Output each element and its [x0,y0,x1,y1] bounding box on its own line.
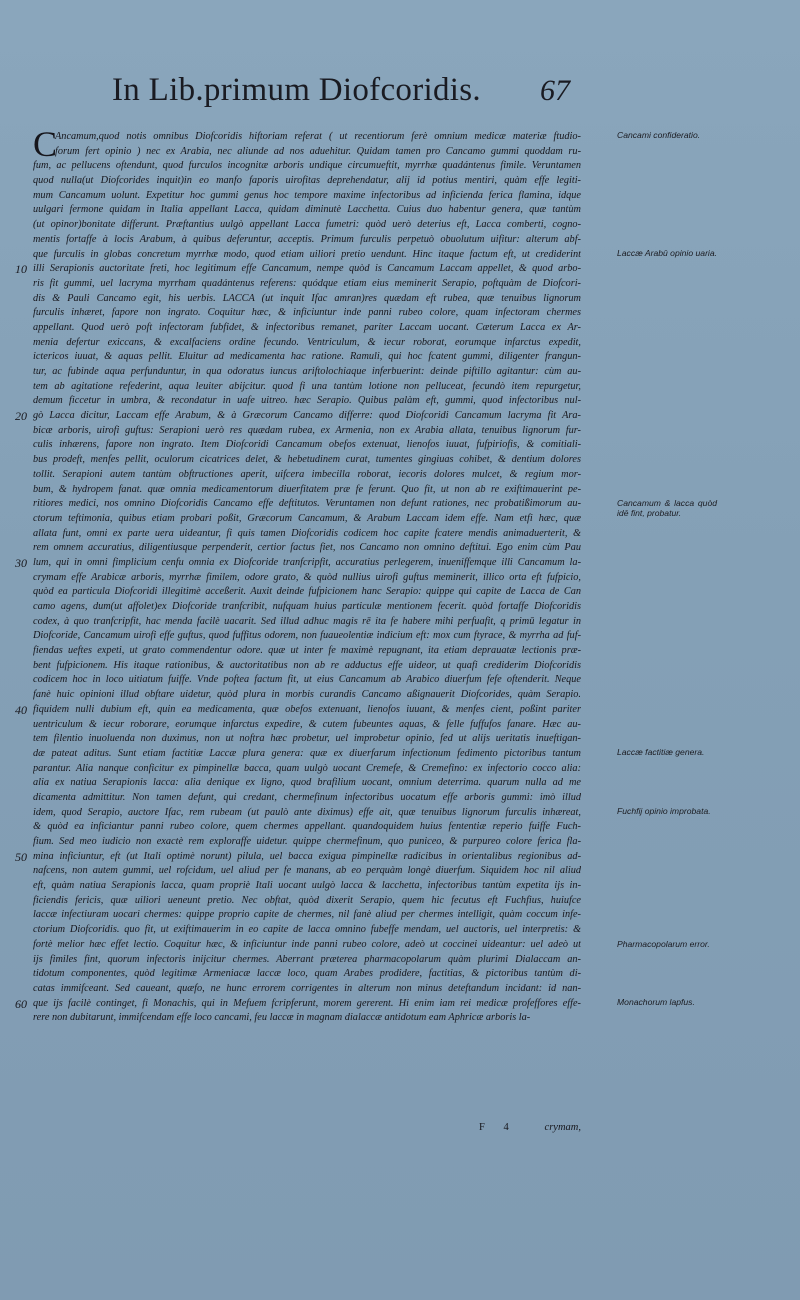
running-title: In Lib.primum Diofcoridis. [112,72,481,108]
text-line: rem omnem accuratius, diligentiusque perpenderit, certior factus fiet, nos Cancamo non omnino deftitui. Ego enim cùm Pau [33,542,581,554]
catchword: crymam, [544,1122,581,1133]
text-line: camo agens, dum(ut affolet)ex Diofcoride tranfcribit, nufquam huius particulæ mentionem fecerit. quòd fortaffe Diofcoridis [33,601,581,612]
text-line: culis inhærens, fapore non ingrato. Item Diofcoridi Cancamum obefos extenuat, lienofos iuuat, fufpiriofis, & comitiali- [33,439,581,451]
text-line: appellant. Quod uerò poft infectoram fubfidet, & infectoribus remanet, pariter Laccam uocant. Cæterum Lacca ex Ar- [33,321,581,333]
text-line: uentriculum & iecur roborare, eorumque infarctus expedire, & cutem fubeuntes aquas, & felle fuffufos fanare. Hæc au- [33,718,581,730]
text-line: que ijs facilè continget, fi Monachis, qui in Mefuem fcripferunt, morem gererent. Hi enim iam rei medicæ profeffores effe- [33,997,581,1009]
text-line: bicæ arboris, uirofi guftus: Serapioni uerò res quædam rubea, ex Armenia, non ex Arabia allata, tenuibus lignorum fur- [33,424,581,436]
line-number: 50 [15,850,27,865]
text-line: eft, quàm natiua Serapionis lacca, quam propriè Itali uocant uulgò lacca & lacchetta, infectoribus tantùm expetita ijs in- [33,880,581,892]
text-line: menia defertur exiccans, & excalfaciens ordine fecundo. Ventriculum, & iecur roborat, eorumque infarctus expedit, [33,336,581,348]
text-line: Ancamum,quod notis omnibus Diofcoridis hiftoriam referat ( ut recentiorum ferè omnium medicæ materiæ ftudio- [55,131,581,142]
running-header [112,72,582,118]
text-line: forum fert opinio ) nec ex Arabia, nec aliunde ad nos aduehitur. Quidam tamen pro Cancamo gummi quoddam ru- [55,145,581,157]
marginal-note: Monachorum lapfus. [617,997,695,1008]
text-line: quod nulla(ut Diofcorides inquit)in eo manfo faporis uirofitas deprehendatur, alij id potius mentiri, quàm effe legiti- [33,175,581,187]
text-line: bus prodeft, menfes pellit, oculorum cicatrices delet, & hebetudinem curat, tumentes gingiuas cohibet, & dentium dolores [33,454,581,466]
text-line: uulgari fermone quidam in Italia appellant Lacca, quidam diminutè Lacchetta. Cuius duo habentur genera, quæ tantùm [33,204,581,216]
line-number: 40 [15,703,27,718]
text-line: ictericos iuuat, & aquas pellit. Eluitur ad medicamenta hac ratione. Ramuli, qui hoc fcatent gummi, diligenter frangun- [33,351,581,363]
text-line: dæ pateat aditus. Sunt etiam factitiæ Laccæ plura genera: quæ ex diuerfarum infectionum fedimento pictoribus tantum [33,747,581,759]
main-text-column [15,124,718,1026]
text-line: ritiores medici, nos omnino Diofcoridis Cancamo effe deftitutos. Veruntamen non defunt rationes, nec probatißimorum au- [33,498,581,510]
text-line: tur, ac fubinde aqua perfunduntur, in qua odoratus iuncus ariftolochiaque inferbuerint: deinde piftillo agitantur: cùm au- [33,366,581,377]
text-line: ctorium Diofcoridis. quo fit, ut exiftimauerim in eo capite de lacca omnino fubeffe mendam, uel auctoris, uel interpretis: & [33,924,581,936]
text-line: tem ab agitatione refederint, aqua leuiter abijcitur. quod fi una tantùm lotione non pelluceat, fecundò item repurgetur, [33,380,581,392]
text-line: ijs fimiles fint, quorum infectoris inijcitur chermes. Aberrant præterea pharmacopolarum quàm plurimi Dialaccam an- [33,953,581,965]
text-line: fanè huic opinioni illud obftare uidetur, quòd plura in morbis curandis Cancamo aßignauerit Diofcorides, quàm Serapio. [33,689,581,701]
text-line: laccæ infectiuram uocari chermes: quippe proprio capite de chermes, nil fanè aliud per chermes intelligit, quàm coccum infe- [33,909,581,921]
text-line: illi Serapionis auctoritate freti, hoc legitimum effe Cancamum, nempe quòd is Cancamum Laccam appellet, & quod arbo- [33,263,581,275]
marginal-note: Cancami confideratio. [617,130,701,140]
text-line: codicem hoc in loco uitiatum fuiffe. Vnde poftea factum fit, ut eius Cancamum ab Arabico diuerfum fefe oftenderit. Neque [33,674,581,686]
signature-mark: F 4 [479,1122,517,1133]
text-line: bent fufpicionem. His itaque rationibus, & auctoritatibus non ab re adductus effe uideor, ut quafi crediderim Diofcoridis [33,659,581,671]
text-line: fium. Sed meo iudicio non exactè rem exploraffe uidetur. quippe chermefinum, quo puniceo, & purpureo colore ferica fla- [33,836,581,847]
text-line: demum ficcetur in umbra, & recondatur in uafe uitreo. hæc Serapio. Quibus palàm eft, gummi, quod infectoribus nul- [33,395,581,407]
text-line: idem, quod Serapio, auctore Ifac, rem rubeam (ut paulò ante diximus) effe ait, quæ tenuibus lignorum furculis inhæreat, [33,806,581,818]
page-footer [33,1122,581,1138]
text-line: ctorum teftimonia, quibus etiam probari poßit, Græcorum Cancamum, & Arabum Laccam idem effe. Nam etfi hæc, quæ [33,512,581,524]
text-line: ficiendis fericis, quæ uiliori ueneunt pretio. Nec obftat, quòd dixerit Serapio, quem hic fecutus eft Fuchfius, huiufce [33,894,581,906]
marginal-note: Pharmacopolarum error. [617,938,710,949]
text-line: fiquidem nulli dubium eft, quin ea medicamenta, quæ obefos extenuant, lienofos iuuant, & menfes cient, poßint pariter [33,703,581,715]
line-number: 30 [15,556,27,571]
text-line: alia ex natiua Serapionis lacca: alia denique ex ligno, quod brafilium uocant, omnium deterrima. quarum nulla ad me [33,777,581,789]
text-line: furculis inhæret, fapore non ingrato. Coquitur hæc, & inficiuntur inde panni rubeo colore, quam infectoram chermes [33,307,581,319]
text-line: tem filentio inuoluenda non duximus, non ut noftra hæc probetur, uel improbetur opinio, fed ut alijs ueritatis inueftigan- [33,733,581,745]
text-line: mina inficiuntur, eft (ut Itali optimè norunt) pilula, uel bacca exigua pimpinellæ radicibus in orientalibus regionibus ad- [33,850,581,862]
marginal-note: Fuchfij opinio improbata. [617,806,711,817]
text-line: fum, ac pellucens oftendunt, quod furculos incognitæ arboris undique circumueftit, myrrhæ quadántenus fimile. Veruntamen [33,160,581,172]
text-line: codex, à quo tranfcripfit, hac menda facilè uacarit. Sed illud adhuc magis rē ita fe habere mihi perfuafit, q primū legatur in [33,615,581,627]
text-line: parantur. Alia nanque conficitur ex pimpinellæ bacca, quam uulgò uocant Cremefe, & Cremefino: ex infectorio cocco alia: [33,762,581,774]
text-line: tollit. Serapioni autem tantùm obftructiones aperit, uifcera imbecilla roborat, iecoris dolores mulcet, & regium mor- [33,468,581,480]
text-line: mentis fortaffe à locis Arabum, à quibus deferuntur, acceptis. Primum furculis perpetuò obuolutum uifitur: alterum abf- [33,233,581,245]
page-number: 67 [540,74,570,107]
marginal-note: Laccæ Arabū opinio uaria. [617,247,718,258]
drop-cap-initial: C [33,124,58,164]
line-number: 60 [15,997,27,1012]
text-line: allata funt, omni ex parte uera uideantur, fi quis tamen Diofcoridis codicem hoc capite fcatere mendis animaduerterit, & [33,527,581,539]
text-line: Diofcoride, Cancamum uirofi effe guftus, quod fuffitus odorem, non fuaueolentiæ indicium eft: mox cum ftyrace, & myrrha ad fuf- [33,630,581,642]
text-line: tidotum componentes, quòd legitimæ Armeniacæ laccæ loco, quam Arabes prodidere, factitias, & pictoribus tantùm di- [33,968,581,980]
text-line: que furculis in globas concretum myrrhæ modo, quod etiam uiliori pretio uendunt. Hinc itaque factum eft, ut crediderint [33,248,581,260]
marginal-note: Laccæ factitiæ genera. [617,747,705,758]
text-line: fiendas ueftes expeti, ut grato commendentur odore. quæ ut inter fe maximè repugnant, ita etiam deprauatæ lectionis præ- [33,645,581,657]
text-line: dis & Pauli Cancamo egit, his uerbis. LACCA (ut inquit Ifac amran)res quædam eft rubea, quæ tenuibus lignorum [33,292,581,304]
text-line: & quòd ea inficiantur panni rubeo colore, quem chermes appellant. quandoquidem huius fententiæ reperio fuiffe Fuch- [33,821,581,833]
text-line: nafcens, non autem gummi, uel rofcidum, uel aliud per fe manans, ab eo perquàm longè diuerfum. Siquidem hoc nil aliud [33,865,581,877]
text-line: rere non dubitarunt, immifcendam effe loco cancami, feu laccæ in magnam dialaccæ antidotum eam Aphricæ arboris la- [33,1012,531,1024]
text-line: mum Cancamum uolunt. Expetitur hoc gummi genus hoc tempore maxime infectoribus ad inficienda ferica flamina, idque [33,189,581,201]
text-line: gò Lacca dicitur, Laccam effe Arabum, & à Græcorum Cancamo differre: quod Diofcoridi Cancamum lacryma fit Ara- [33,410,581,422]
text-line: ris fit gummi, uel lacryma myrrham quadántenus referens: quódque etiam eius meminerit Serapio, poftquàm de Diofcori- [33,277,581,289]
text-line: (ut opinor)bonitate differunt. Præftantius uulgò appellant Lacca fumetri: quòd uerò deterius eft, Lacca comberti, cogno- [33,219,581,231]
text-line: crymam effe Arabicæ arboris, myrrhæ fimilem, odore grato, & quòd nullius uirofi guftus meminerit, illico orta eft fufpicio, [33,571,581,583]
text-line: dicamenta admittitur. Non tamen defunt, qui credant, chermefinum infectoribus uocatum effe arboris gummi: imò illud [33,791,581,803]
text-line: quòd ea particula Diofcoridi illegitimè acceßerit. Auxit deinde fufpicionem hanc Serapio: quippe qui capite de Lacca de Can [33,586,581,598]
text-line: catas immifceant. Sed caueant, quæfo, ne hunc errorem corrigentes in alterum non minus deteftandum incidant: id nan- [33,982,581,994]
text-line: fortè melior hæc effet lectio. Coquitur hæc, & inficiuntur inde panni rubeo colore, adeò ut coccinei uideantur: uel adeò ut [33,938,581,950]
marginal-note: Cancamum & lacca quòd idē fint, probatur. [617,497,717,518]
text-line: lum, qui in omni fimplicium cenfu omnia ex Diofcoride tranfcripfit, accuratius perlegerem, inueniffemque illi Cancamum la- [33,556,581,568]
line-number: 20 [15,409,27,424]
text-line: bum, & hydropem fanat. quæ omnia medicamentorum diuerfitatem præ fe ferunt. Quo fit, ut non ab re exiftimauerint pe- [33,483,581,495]
line-number: 10 [15,262,27,277]
